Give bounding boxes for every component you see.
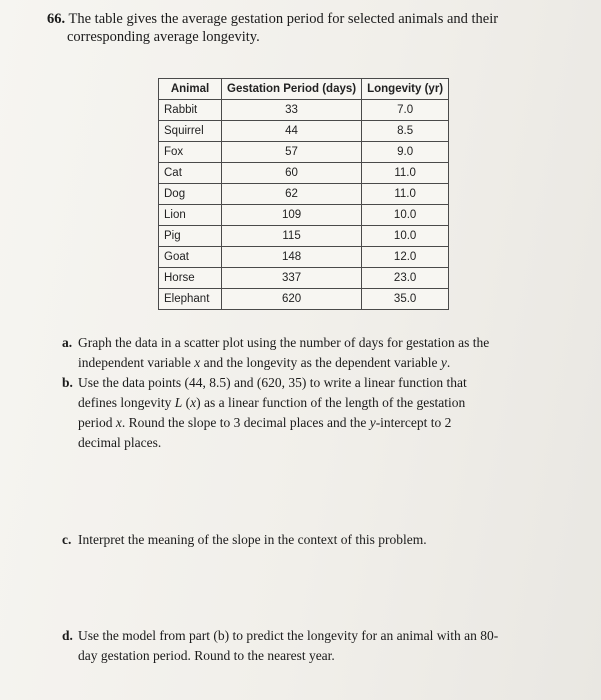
header-gestation: Gestation Period (days) xyxy=(222,79,362,100)
cell-animal: Cat xyxy=(159,163,222,184)
variable-x: x xyxy=(194,355,201,370)
cell-longevity: 11.0 xyxy=(362,163,449,184)
cell-longevity: 7.0 xyxy=(362,100,449,121)
cell-longevity: 35.0 xyxy=(362,289,449,310)
part-b xyxy=(62,373,502,453)
part-a-line2-end: . xyxy=(446,355,451,370)
table-row xyxy=(159,142,449,163)
table-row xyxy=(159,268,449,289)
part-b-line2-arg-close: ) xyxy=(196,395,201,410)
part-d-letter: d. xyxy=(62,628,73,643)
problem-statement xyxy=(47,10,567,46)
part-b-line2-post: as a linear function of the length of the gestation xyxy=(200,395,466,410)
cell-gestation: 148 xyxy=(222,247,362,268)
cell-animal: Fox xyxy=(159,142,222,163)
cell-longevity: 10.0 xyxy=(362,205,449,226)
cell-gestation: 60 xyxy=(222,163,362,184)
part-a-line2-pre: independent variable xyxy=(78,355,195,370)
cell-animal: Squirrel xyxy=(159,121,222,142)
variable-x: x xyxy=(115,415,122,430)
cell-longevity: 9.0 xyxy=(362,142,449,163)
part-c xyxy=(62,530,502,550)
table-row xyxy=(159,205,449,226)
part-b-line3 xyxy=(62,413,502,433)
problem-intro-line2: corresponding average longevity. xyxy=(67,29,260,45)
cell-longevity: 10.0 xyxy=(362,226,449,247)
cell-gestation: 57 xyxy=(222,142,362,163)
cell-gestation: 44 xyxy=(222,121,362,142)
part-a-letter: a. xyxy=(62,335,73,350)
table-row xyxy=(159,289,449,310)
table-row xyxy=(159,121,449,142)
table-row xyxy=(159,163,449,184)
cell-gestation: 109 xyxy=(222,205,362,226)
part-c-letter: c. xyxy=(62,532,72,547)
cell-longevity: 8.5 xyxy=(362,121,449,142)
cell-animal: Goat xyxy=(159,247,222,268)
cell-animal: Dog xyxy=(159,184,222,205)
part-d-line2: day gestation period. Round to the nearest year. xyxy=(78,648,335,663)
problem-number: 66. xyxy=(47,11,66,27)
table-row xyxy=(159,226,449,247)
part-a-line1: Graph the data in a scatter plot using the number of days for gestation as the xyxy=(78,335,490,350)
part-c-line1: Interpret the meaning of the slope in the context of this problem. xyxy=(78,532,427,547)
cell-animal: Pig xyxy=(159,226,222,247)
cell-longevity: 11.0 xyxy=(362,184,449,205)
part-d-line1: Use the model from part (b) to predict the longevity for an animal with an 80- xyxy=(78,628,499,643)
table-header-row xyxy=(159,79,449,100)
part-b-line1: Use the data points (44, 8.5) and (620, 35) to write a linear function that xyxy=(78,375,467,390)
table-row xyxy=(159,184,449,205)
function-L: L xyxy=(174,395,183,410)
gestation-longevity-table xyxy=(158,78,449,310)
header-longevity: Longevity (yr) xyxy=(362,79,449,100)
part-d xyxy=(62,626,502,666)
cell-animal: Horse xyxy=(159,268,222,289)
problem-intro-line1: The table gives the average gestation period for selected animals and their xyxy=(68,11,499,27)
part-b-line3-mid: . Round the slope to 3 decimal places and the xyxy=(121,415,370,430)
part-a-line2-mid: and the longevity as the dependent variable xyxy=(200,355,441,370)
cell-gestation: 620 xyxy=(222,289,362,310)
cell-animal: Rabbit xyxy=(159,100,222,121)
variable-x: x xyxy=(190,395,197,410)
part-b-line2 xyxy=(62,393,502,413)
header-animal: Animal xyxy=(159,79,222,100)
variable-y: y xyxy=(369,415,376,430)
cell-gestation: 337 xyxy=(222,268,362,289)
cell-gestation: 62 xyxy=(222,184,362,205)
part-a xyxy=(62,333,502,373)
cell-animal: Elephant xyxy=(159,289,222,310)
part-b-line2-arg-open: ( xyxy=(182,395,191,410)
part-b-line2-pre: defines longevity xyxy=(78,395,175,410)
cell-animal: Lion xyxy=(159,205,222,226)
cell-gestation: 33 xyxy=(222,100,362,121)
part-b-letter: b. xyxy=(62,375,73,390)
cell-longevity: 23.0 xyxy=(362,268,449,289)
part-b-line3-post: -intercept to 2 xyxy=(375,415,452,430)
part-b-line4: decimal places. xyxy=(78,435,162,450)
variable-y: y xyxy=(440,355,447,370)
table-row xyxy=(159,247,449,268)
part-a-line2 xyxy=(62,353,502,373)
table-row xyxy=(159,100,449,121)
cell-longevity: 12.0 xyxy=(362,247,449,268)
part-b-line3-pre: period xyxy=(78,415,116,430)
cell-gestation: 115 xyxy=(222,226,362,247)
